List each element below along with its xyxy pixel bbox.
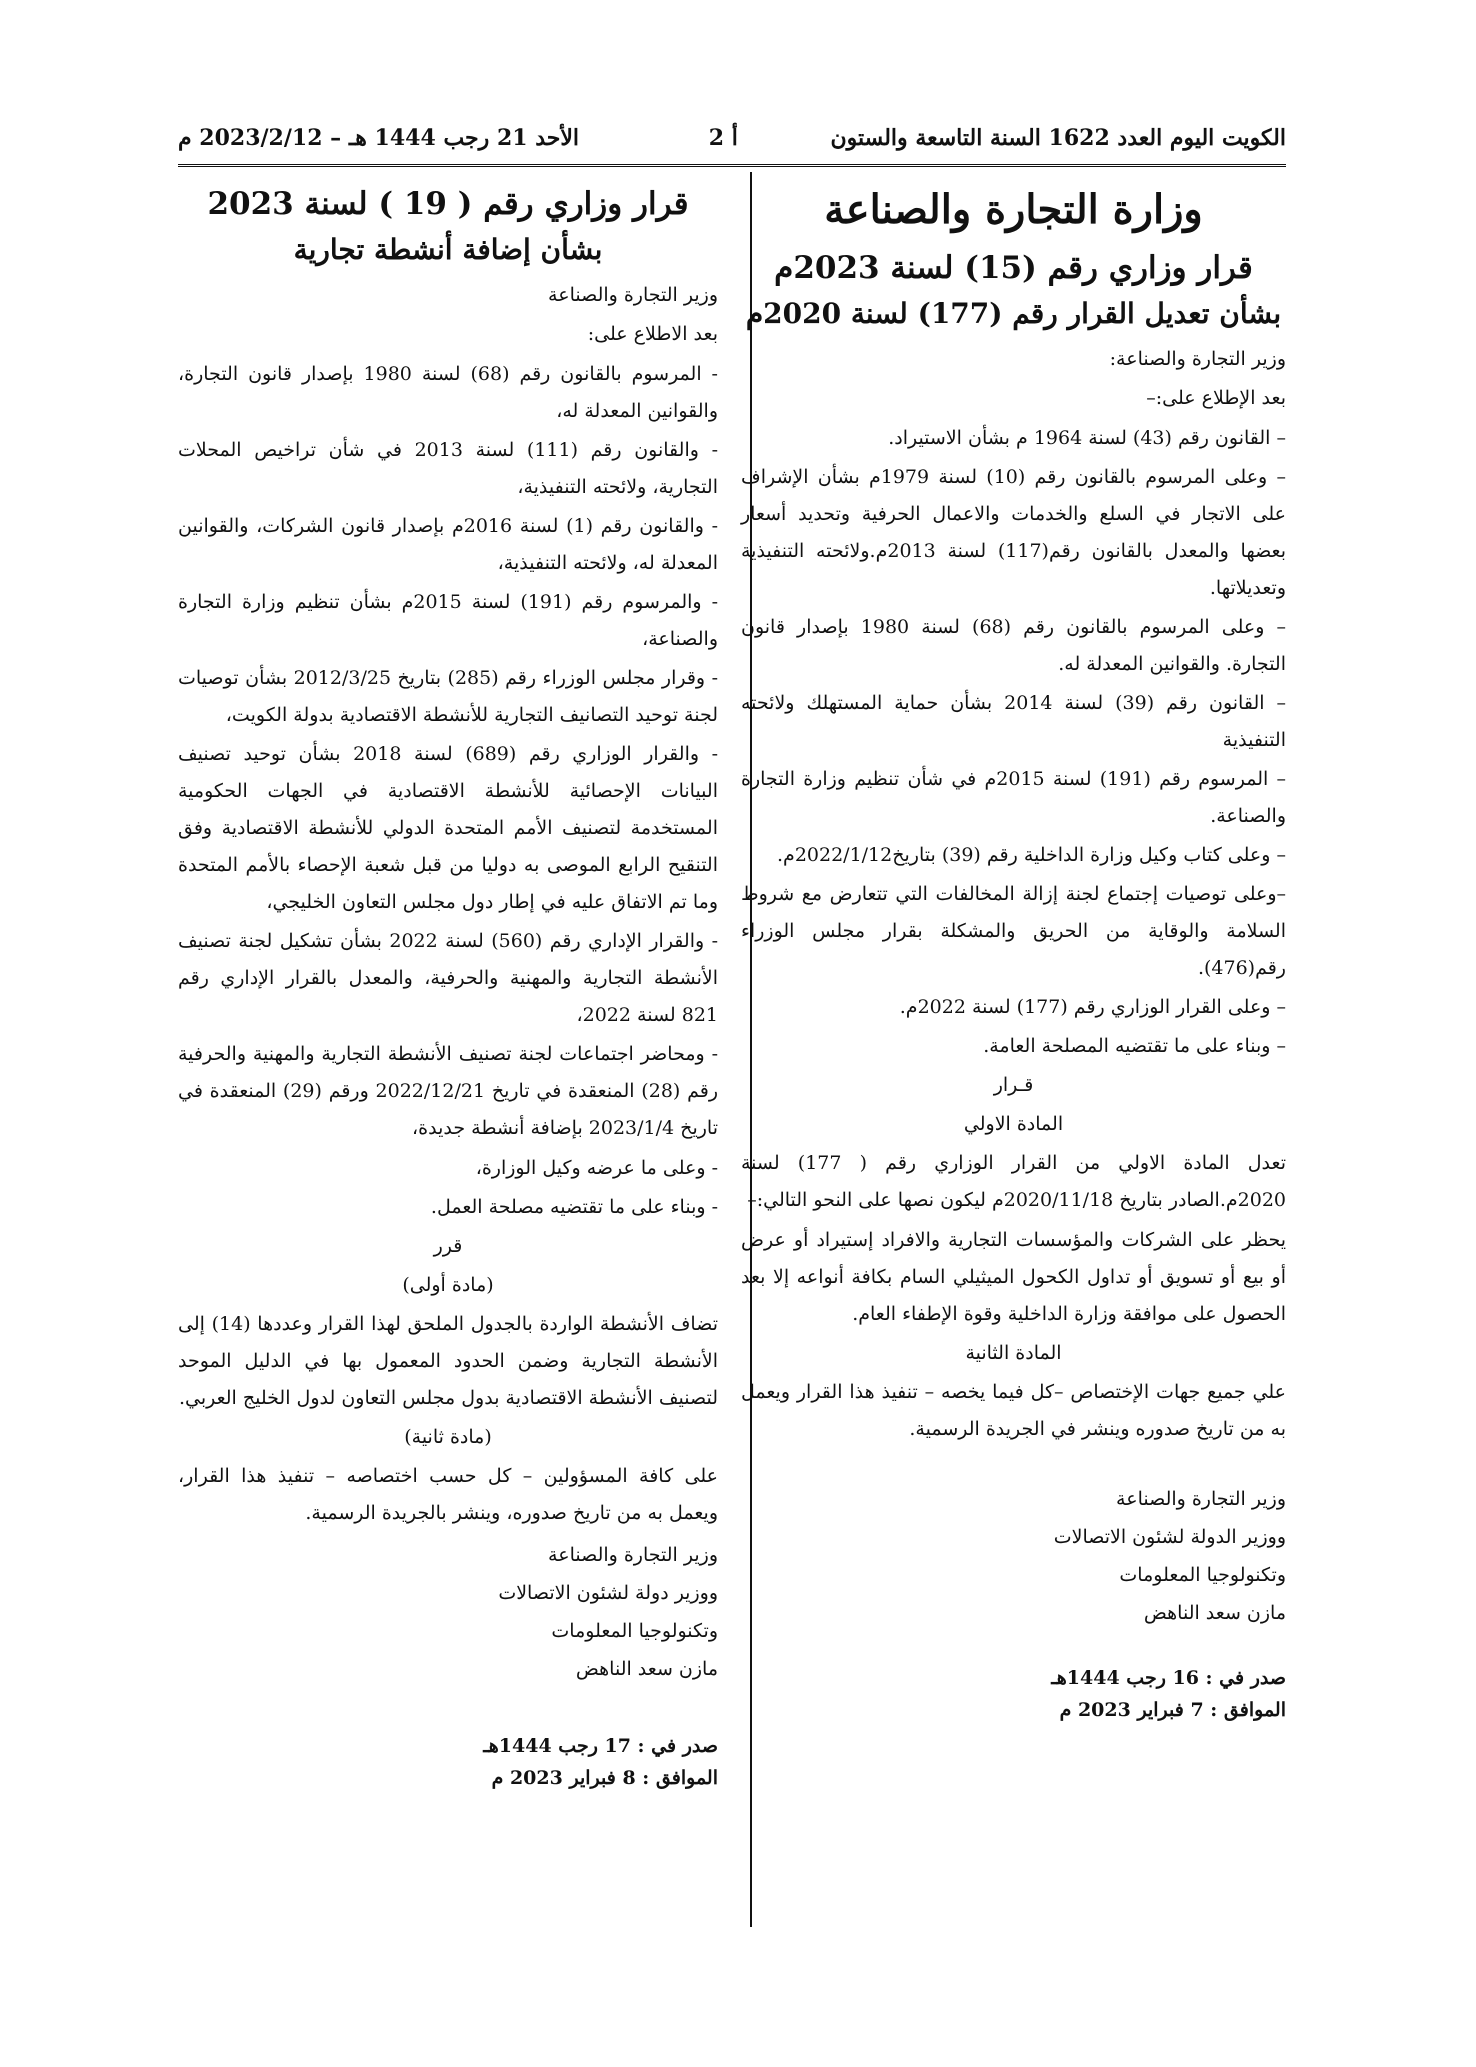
signature-line: وتكنولوجيا المعلومات — [551, 1619, 718, 1642]
article-1-body: يحظر على الشركات والمؤسسات التجارية والافراد إستيراد أو عرض أو بيع أو تسويق أو تداول الكحول الميثيلي السام بكافة أنواعه إلا بعد الحصول على موافقة وزارة الداخلية وقوة الإطفاء العام. — [741, 1228, 1286, 1325]
preamble-line: – وبناء على ما تقتضيه المصلحة العامة. — [983, 1035, 1286, 1058]
decision-heading: قرر — [433, 1234, 463, 1257]
decision-heading: قـرار — [993, 1074, 1034, 1097]
preamble-line: - وعلى ما عرضه وكيل الوزارة، — [475, 1156, 718, 1179]
preamble-line: وزير التجارة والصناعة — [548, 284, 718, 307]
header-page-number: أ 2 — [708, 125, 738, 151]
article-2-text: علي جميع جهات الإختصاص –كل فيما يخصه – تنفيذ هذا القرار ويعمل به من تاريخ صدوره وينشر في الجريدة الرسمية. — [741, 1380, 1286, 1440]
decree-19-subtitle: بشأن إضافة أنشطة تجارية — [293, 233, 603, 267]
decree-19-column — [178, 180, 718, 1795]
preamble-line: - والقرار الوزاري رقم (689) لسنة 2018 بشأن توحيد تصنيف البيانات الإحصائية للأنشطة الاقتصادية في الجهات الحكومية المستخدمة لتصنيف الأمم المتحدة الدولي للأنشطة الاقتصادية وفق التنقيح الرابع الموصى به دوليا من قبل شعبة الإحصاء بالأمم المتحدة وما تم الاتفاق عليه في إطار دول مجلس التعاون الخليجي، — [178, 743, 718, 914]
issue-date-block — [741, 1662, 1286, 1727]
preamble-line: – وعلى القرار الوزاري رقم (177) لسنة 2022م. — [899, 996, 1286, 1019]
preamble-line: –وعلى توصيات إجتماع لجنة إزالة المخالفات التي تتعارض مع شروط السلامة والوقاية من الحريق والمشكلة بقرار مجلس الوزراء رقم(476). — [741, 883, 1286, 980]
corresponding-date: الموافق : 8 فبراير 2023 م — [491, 1767, 718, 1790]
preamble-line: وزير التجارة والصناعة: — [1109, 348, 1286, 371]
signature-line: وزير التجارة والصناعة — [1116, 1487, 1286, 1510]
decree-15-title: قرار وزاري رقم (15) لسنة 2023م — [774, 250, 1253, 286]
preamble-line: - والمرسوم رقم (191) لسنة 2015م بشأن تنظيم وزارة التجارة والصناعة، — [178, 590, 718, 650]
preamble-line: - وقرار مجلس الوزراء رقم (285) بتاريخ 2012/3/25 بشأن توصيات لجنة توحيد التصانيف التجارية للأنشطة الاقتصادية بدولة الكويت، — [178, 666, 719, 726]
signature-line: ووزير الدولة لشئون الاتصالات — [1053, 1525, 1286, 1548]
ministry-title: وزارة التجارة والصناعة — [824, 186, 1203, 233]
page-header — [178, 118, 1286, 158]
preamble-line: – وعلى المرسوم بالقانون رقم (68) لسنة 1980 بإصدار قانون التجارة. والقوانين المعدلة له. — [741, 615, 1286, 675]
preamble-line: – المرسوم رقم (191) لسنة 2015م في شأن تنظيم وزارة التجارة والصناعة. — [741, 767, 1286, 827]
preamble-line: - والقانون رقم (111) لسنة 2013 في شأن تراخيص المحلات التجارية، ولائحته التنفيذية، — [178, 438, 718, 498]
preamble-line: - وبناء على ما تقتضيه مصلحة العمل. — [430, 1195, 718, 1218]
article-2-heading: (مادة ثانية) — [404, 1425, 492, 1448]
preamble-line: - المرسوم بالقانون رقم (68) لسنة 1980 بإصدار قانون التجارة، والقوانين المعدلة له، — [178, 362, 718, 422]
preamble-line: - والقانون رقم (1) لسنة 2016م بإصدار قانون الشركات، والقوانين المعدلة له، ولائحته التنفيذية، — [178, 514, 718, 574]
decree-15-subtitle: بشأن تعديل القرار رقم (177) لسنة 2020م — [745, 297, 1282, 331]
article-1-heading: المادة الاولي — [963, 1113, 1064, 1136]
preamble-line: – القانون رقم (39) لسنة 2014 بشأن حماية المستهلك ولائحته التنفيذية — [741, 691, 1286, 751]
article-1-heading: (مادة أولى) — [402, 1273, 494, 1296]
signature-line: وزير التجارة والصناعة — [548, 1543, 718, 1566]
decree-15-column — [741, 180, 1286, 1726]
issue-date-block — [178, 1730, 718, 1795]
header-date: الأحد 21 رجب 1444 هـ – 2023/2/12 م — [178, 125, 580, 151]
header-rule — [178, 164, 1286, 167]
signature-line: مازن سعد الناهض — [575, 1657, 718, 1680]
article-2-text: على كافة المسؤولين – كل حسب اختصاصه – تنفيذ هذا القرار، ويعمل به من تاريخ صدوره، وينشر بالجريدة الرسمية. — [178, 1464, 718, 1524]
article-1-text: تضاف الأنشطة الواردة بالجدول الملحق لهذا القرار وعددها (14) إلى الأنشطة التجارية وضمن الحدود المعمول بها في الدليل الموحد لتصنيف الأنشطة الاقتصادية بدول مجلس التعاون لدول الخليج العربي. — [178, 1312, 718, 1409]
preamble-line: بعد الإطلاع على:– — [1146, 387, 1286, 410]
article-2-heading: المادة الثانية — [965, 1341, 1062, 1364]
preamble-line: بعد الاطلاع على: — [587, 323, 718, 346]
preamble-line: – وعلى كتاب وكيل وزارة الداخلية رقم (39) بتاريخ2022/1/12م. — [777, 844, 1286, 867]
preamble-line: – القانون رقم (43) لسنة 1964 م بشأن الاستيراد. — [888, 426, 1286, 449]
article-1-text: تعدل المادة الاولي من القرار الوزاري رقم ( 177) لسنة 2020م.الصادر بتاريخ 2020/11/18م ليكون نصها على النحو التالي:– — [741, 1152, 1286, 1212]
preamble-line: – وعلى المرسوم بالقانون رقم (10) لسنة 1979م بشأن الإشراف على الاتجار في السلع والخدمات والاعمال الحرفية وتحديد أسعار بعضها والمعدل بالقانون رقم(117) لسنة 2013م.ولائحته التنفيذية وتعديلاتها. — [741, 465, 1287, 599]
corresponding-date: الموافق : 7 فبراير 2023 م — [1059, 1699, 1286, 1722]
preamble-line: - ومحاضر اجتماعات لجنة تصنيف الأنشطة التجارية والمهنية والحرفية رقم (28) المنعقدة في تاريخ 2022/12/21 ورقم (29) المنعقدة في تاريخ 2023/1/4 بإضافة أنشطة جديدة، — [178, 1043, 718, 1140]
header-issue-info: الكويت اليوم العدد 1622 السنة التاسعة والستون — [830, 125, 1286, 151]
signature-block — [741, 1480, 1286, 1632]
signature-line: ووزير دولة لشئون الاتصالات — [498, 1581, 718, 1604]
signature-line: وتكنولوجيا المعلومات — [1119, 1563, 1286, 1586]
signature-block — [178, 1536, 718, 1688]
issued-date: صدر في : 16 رجب 1444هـ — [1051, 1666, 1286, 1689]
signature-line: مازن سعد الناهض — [1143, 1601, 1286, 1624]
decree-19-title: قرار وزاري رقم ( 19 ) لسنة 2023 — [207, 186, 689, 222]
preamble-line: - والقرار الإداري رقم (560) لسنة 2022 بشأن تشكيل لجنة تصنيف الأنشطة التجارية والمهنية والحرفية، والمعدل بالقرار الإداري رقم 821 لسنة 2022، — [178, 930, 718, 1027]
issued-date: صدر في : 17 رجب 1444هـ — [483, 1734, 718, 1757]
